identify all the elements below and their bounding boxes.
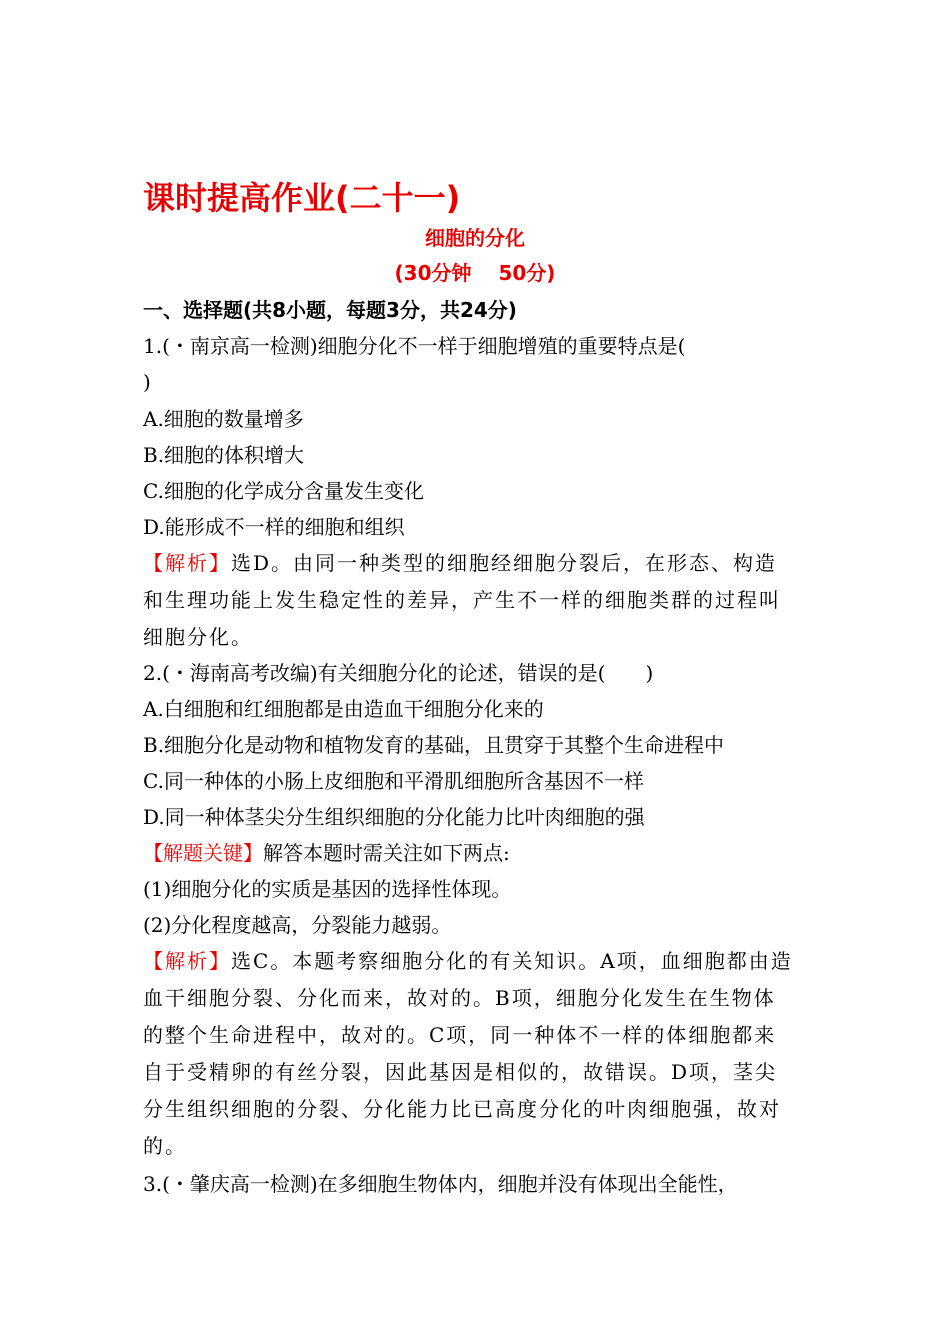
section-heading: 一、选择题(共8小题，每题3分，共24分) (143, 298, 517, 322)
analysis-text: 选D。由同一种类型的细胞经细胞分裂后，在形态、构造 (231, 551, 778, 575)
analysis-tag: 【解析】 (143, 551, 231, 575)
key-points-text: 解答本题时需关注如下两点: (263, 841, 510, 865)
question-2-analysis-line-6: 的。 (143, 1134, 187, 1158)
question-2-analysis-line-3: 的整个生命进程中，故对的。C项，同一种体不一样的体细胞都来 (143, 1023, 777, 1047)
time-score-info: (30分钟 50分) (394, 261, 556, 285)
question-2-option-b: B.细胞分化是动物和植物发育的基础，且贯穿于其整个生命进程中 (143, 733, 725, 757)
question-2-analysis-line-5: 分生组织细胞的分裂、分化能力比已高度分化的叶肉细胞强，故对 (143, 1097, 781, 1121)
question-3-stem: 3.(・肇庆高一检测)在多细胞生物体内，细胞并没有体现出全能性， (143, 1172, 738, 1196)
question-2-analysis-line-4: 自于受精卵的有丝分裂，因此基因是相似的，故错误。D项，茎尖 (143, 1060, 778, 1084)
question-2-stem: 2.(・海南高考改编)有关细胞分化的论述，错误的是( ) (143, 661, 654, 685)
question-1-analysis (143, 549, 833, 577)
question-1-stem-end: ) (143, 370, 151, 394)
question-1-option-c: C.细胞的化学成分含量发生变化 (143, 479, 424, 503)
question-1-option-b: B.细胞的体积增大 (143, 443, 305, 467)
question-1-option-d: D.能形成不一样的细胞和组织 (143, 515, 405, 539)
analysis-tag: 【解析】 (143, 949, 231, 973)
question-2-key-points (143, 839, 833, 867)
question-2-key-point-2: (2)分化程度越高，分裂能力越弱。 (143, 913, 452, 937)
question-2-analysis (143, 947, 833, 975)
question-1-analysis-line-2: 和生理功能上发生稳定性的差异，产生不一样的细胞类群的过程叫 (143, 588, 781, 612)
question-2-option-d: D.同一种体茎尖分生组织细胞的分化能力比叶肉细胞的强 (143, 805, 645, 829)
question-1-option-a: A.细胞的数量增多 (143, 407, 304, 431)
question-1-analysis-line-3: 细胞分化。 (143, 625, 253, 649)
question-2-analysis-line-2: 血干细胞分裂、分化而来，故对的。B项，细胞分化发生在生物体 (143, 986, 776, 1010)
page-title: 课时提高作业(二十一) (143, 179, 461, 217)
question-2-option-a: A.白细胞和红细胞都是由造血干细胞分化来的 (143, 697, 544, 721)
question-2-key-point-1: (1)细胞分化的实质是基因的选择性体现。 (143, 877, 512, 901)
section-subtitle: 细胞的分化 (425, 226, 525, 250)
question-2-option-c: C.同一种体的小肠上皮细胞和平滑肌细胞所含基因不一样 (143, 769, 644, 793)
analysis-text: 选C。本题考察细胞分化的有关知识。A项，血细胞都由造 (231, 949, 793, 973)
question-1-stem: 1.(・南京高一检测)细胞分化不一样于细胞增殖的重要特点是( (143, 334, 686, 358)
key-points-tag: 【解题关键】 (143, 841, 263, 865)
